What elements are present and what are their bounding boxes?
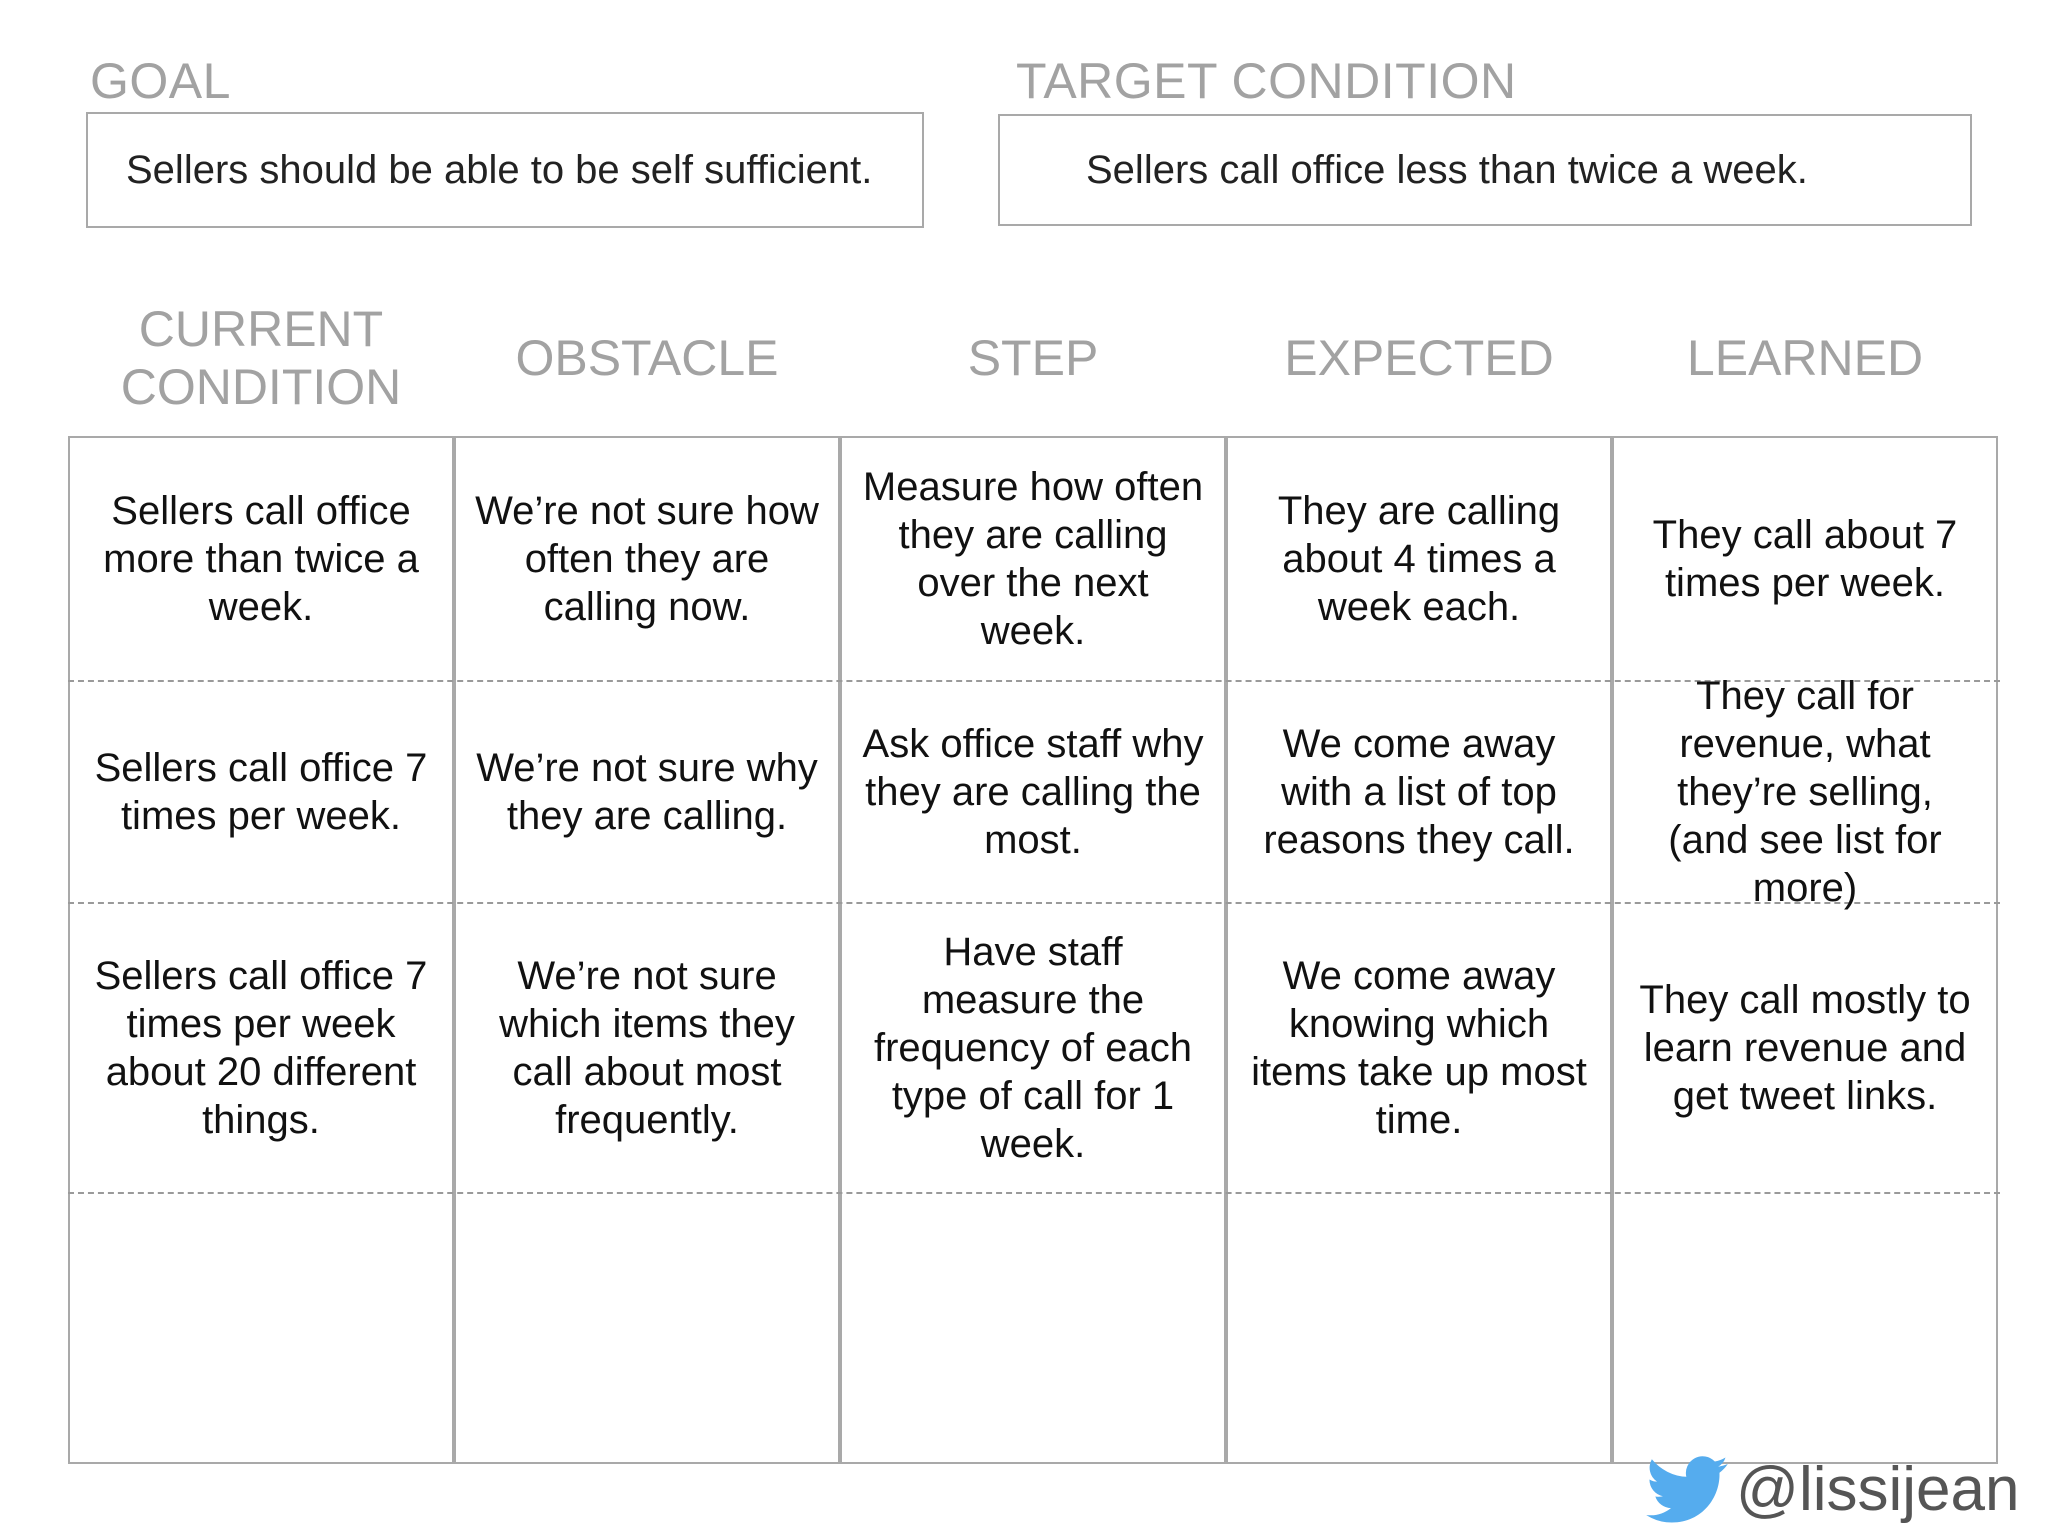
column-header-current-condition: CURRENT CONDITION — [120, 301, 402, 415]
cell-step-3: Have staff measure the frequency of each type of call for 1 week. — [874, 930, 1192, 1166]
cell-step-2: Ask office staff why they are calling the most. — [862, 722, 1204, 862]
cell-expected-1: They are calling about 4 times a week each. — [1277, 489, 1561, 629]
cell-learned-4 — [1612, 1194, 1998, 1462]
cell-obstacle-2: We’re not sure why they are calling. — [476, 746, 818, 838]
cell-current-condition-1: Sellers call office more than twice a week. — [103, 489, 419, 629]
cell-step-4 — [840, 1194, 1226, 1462]
twitter-bird-icon — [1646, 1456, 1728, 1524]
cell-expected-3: We come away knowing which items take up most time. — [1251, 954, 1587, 1142]
goal-box — [86, 112, 924, 228]
cell-step-1: Measure how often they are calling over the next week. — [862, 465, 1204, 653]
cell-learned-1: They call about 7 times per week. — [1652, 513, 1958, 605]
column-header-learned: LEARNED — [1686, 330, 1924, 386]
cell-obstacle-4 — [454, 1194, 840, 1462]
twitter-handle: @lissijean — [1736, 1455, 2020, 1524]
cell-current-condition-3: Sellers call office 7 times per week about 20 different things. — [94, 954, 428, 1142]
goal-text: Sellers should be able to be self sufficient. — [126, 147, 873, 192]
target-condition-box — [998, 114, 1972, 226]
target-condition-text: Sellers call office less than twice a week. — [1086, 147, 1808, 192]
cell-current-condition-2: Sellers call office 7 times per week. — [94, 746, 428, 838]
cell-learned-2: They call for revenue, what they’re selling, (and see list for more) — [1668, 674, 1942, 910]
column-header-step: STEP — [967, 330, 1099, 386]
cell-expected-2: We come away with a list of top reasons they call. — [1263, 722, 1575, 862]
target-condition-label: TARGET CONDITION — [1016, 53, 1517, 109]
cell-learned-3: They call mostly to learn revenue and get tweet links. — [1639, 978, 1971, 1118]
cell-current-condition-4 — [68, 1194, 454, 1462]
cell-obstacle-1: We’re not sure how often they are calling now. — [475, 489, 819, 629]
cell-obstacle-3: We’re not sure which items they call about most frequently. — [499, 954, 795, 1142]
goal-label: GOAL — [90, 53, 231, 109]
column-header-expected: EXPECTED — [1284, 330, 1554, 386]
cell-expected-4 — [1226, 1194, 1612, 1462]
column-header-obstacle: OBSTACLE — [515, 330, 779, 386]
